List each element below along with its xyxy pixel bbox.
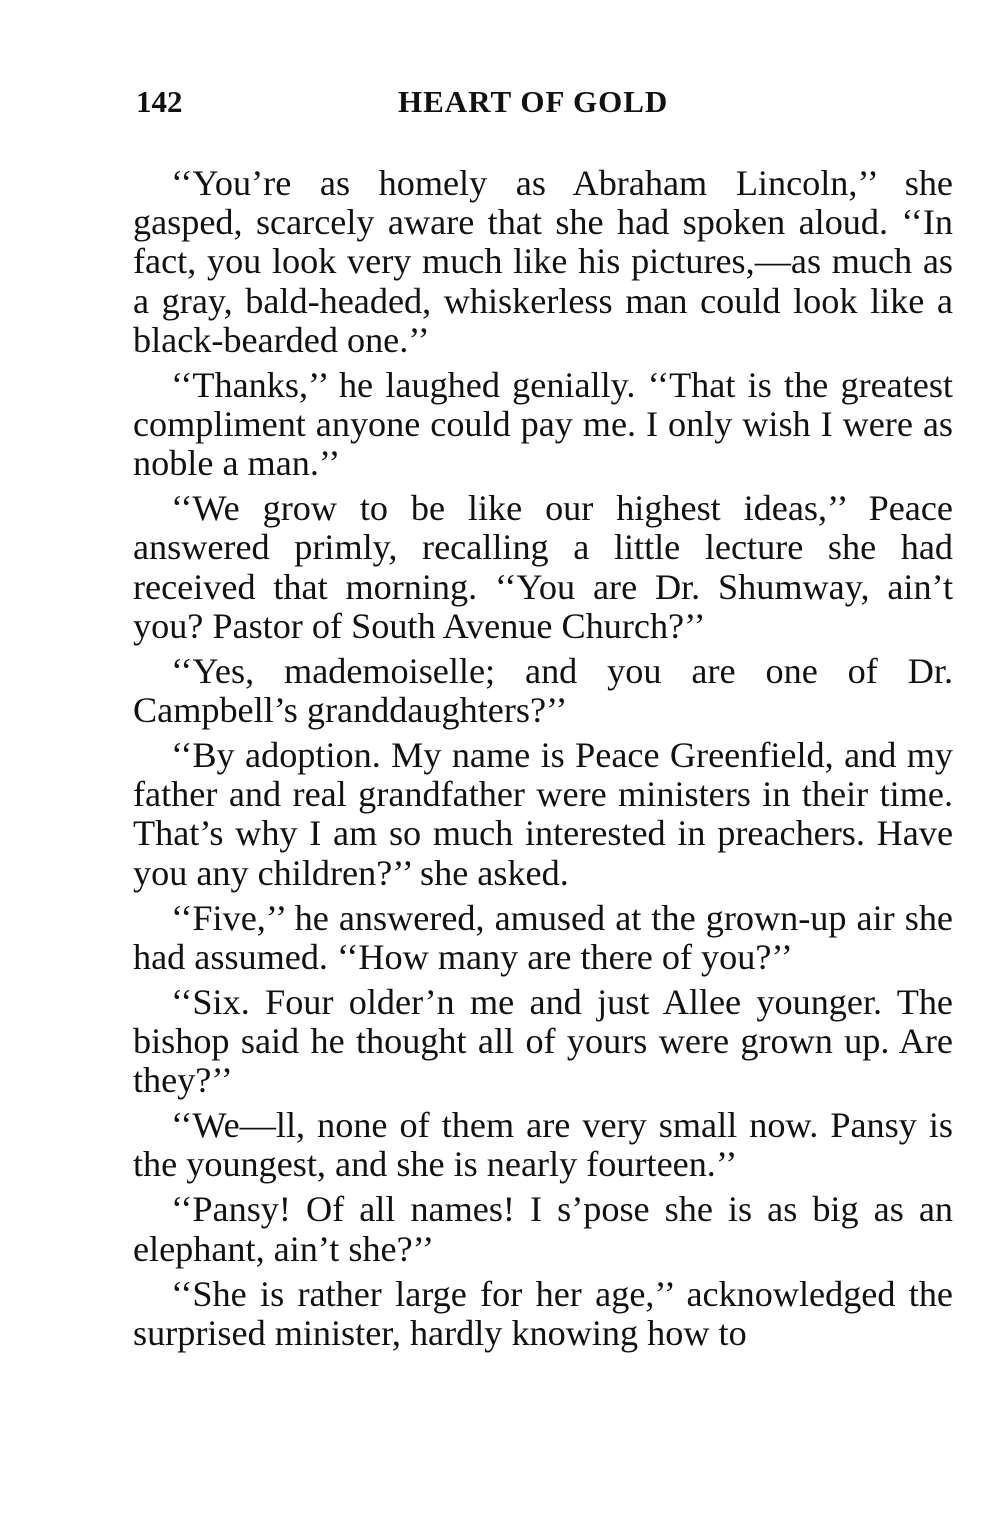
body-text [133,164,953,1353]
paragraph: ‘‘She is rather large for her age,’’ acknowledged the surprised minister, hardly knowing how to [133,1273,953,1353]
running-head [136,84,956,128]
paragraph: ‘‘You’re as homely as Abraham Lincoln,’’ she gasped, scarcely aware that she had spoken aloud. ‘‘In fact, you look very much like his pictures,—as much as a gray, bald-headed, whiskerless man could look like a black-bearded one.’’ [133,163,953,360]
paragraph: ‘‘Six. Four older’n me and just Allee younger. The bishop said he thought all of yours were grown up. Are they?’’ [133,981,953,1101]
paragraph: ‘‘Pansy! Of all names! I s’pose she is as big as an elephant, ain’t she?’’ [133,1189,953,1269]
paragraph: ‘‘By adoption. My name is Peace Greenfield, and my father and real grandfather were ministers in their time. That’s why I am so much interested in preachers. Have you any children?’’ she asked. [133,735,953,893]
paragraph: ‘‘Thanks,’’ he laughed genially. ‘‘That is the greatest compliment anyone could pay me. I only wish I were as noble a man.’’ [133,364,953,484]
paragraph: ‘‘Yes, mademoiselle; and you are one of Dr. Campbell’s granddaughters?’’ [133,650,953,731]
paragraph: ‘‘We—ll, none of them are very small now. Pansy is the youngest, and she is nearly fourteen.’’ [133,1105,953,1185]
book-title: HEART OF GOLD [398,84,669,119]
paragraph: ‘‘We grow to be like our highest ideas,’’ Peace answered primly, recalling a little lecture she had received that morning. ‘‘You are Dr. Shumway, ain’t you? Pastor of South Avenue Church?’’ [133,488,953,646]
page-number: 142 [136,84,183,119]
paragraph: ‘‘Five,’’ he answered, amused at the grown-up air she had assumed. ‘‘How many are there of you?’’ [133,897,953,977]
